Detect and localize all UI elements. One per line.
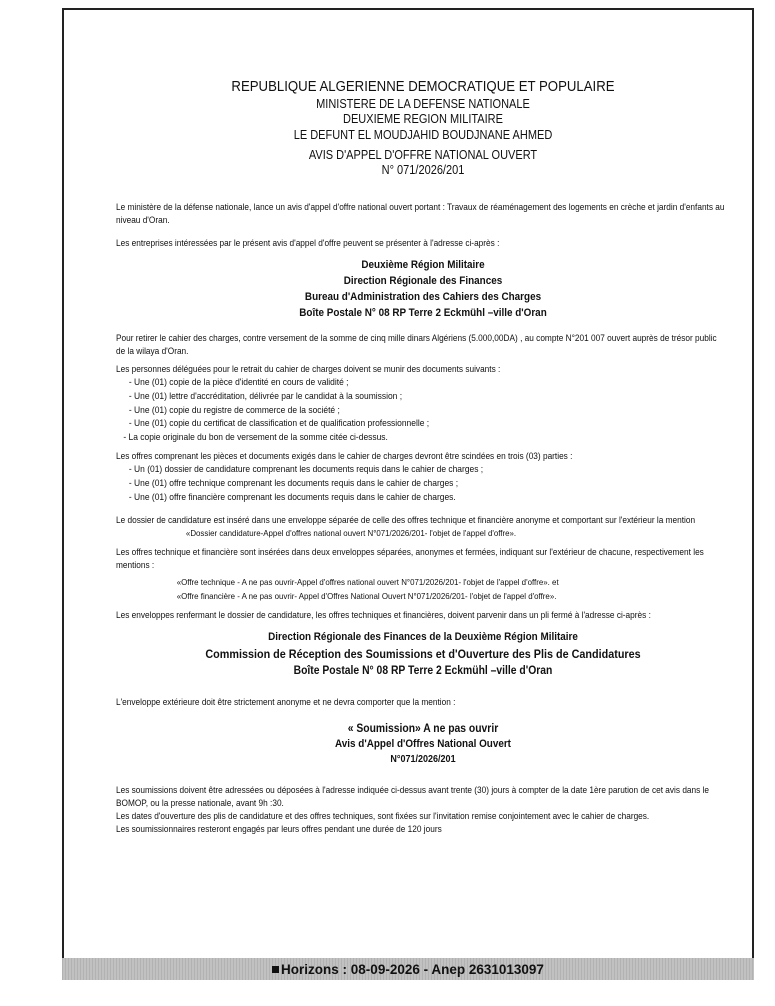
address-block-1 (147, 258, 700, 322)
notice-content (116, 78, 730, 836)
header-notice-title: AVIS D'APPEL D'OFFRE NATIONAL OUVERT (308, 147, 538, 162)
address2-line3: Boîte Postale N° 08 RP Terre 2 Eckmühl –ville d'Oran (293, 665, 553, 678)
notice-header (153, 78, 693, 179)
mention-technique: «Offre technique - A ne pas ouvrir-Appel d'offres national ouvert N°071/2026/201- l'objet de l'appel d'offre». et (176, 577, 559, 588)
list-item: - Une (01) copie du registre de commerce de la société ; (128, 404, 340, 415)
intro-paragraph: Le ministère de la défense nationale, lance un avis d'appel d'offre national ouvert portant : Travaux de réaménagement des logements en crèche et jardin d'enfants au niveau d'Oran. (116, 201, 725, 225)
offres-tech-paragraph: Les offres technique et financière sont insérées dans deux enveloppes séparées, anonymes et fermées, indiquant sur l'extérieur de chacune, respectivement les mentions : (116, 547, 704, 571)
header-name: LE DEFUNT EL MOUDJAHID BOUDJNANE AHMED (293, 128, 553, 142)
enveloppe-exterieure-paragraph: L'enveloppe extérieure doit être strictement anonyme et ne devra comporter que la mention : (116, 696, 456, 707)
address2-line2: Commission de Réception des Soumissions et d'Ouverture des Plis de Candidatures (205, 646, 641, 661)
list-item: - Une (01) offre technique comprenant les documents requis dans le cahier de charges ; (128, 477, 459, 488)
header-notice-number: N° 071/2026/201 (381, 163, 465, 178)
engages-paragraph: Les soumissionnaires resteront engagés par leurs offres pendant une durée de 120 jours (116, 824, 442, 835)
list-item: - Une (01) copie de la pièce d'identité en cours de validité ; (128, 376, 349, 387)
header-region: DEUXIEME REGION MILITAIRE (343, 112, 503, 127)
dossier-mention: «Dossier candidature-Appel d'offres national ouvert N°071/2026/201- l'objet de l'appel d'offre». (185, 528, 517, 539)
address1-line4: Boîte Postale N° 08 RP Terre 2 Eckmühl –ville d'Oran (299, 306, 547, 319)
address2-line1: Direction Régionale des Finances de la Deuxième Région Militaire (268, 630, 578, 643)
enveloppes-paragraph: Les enveloppes renfermant le dossier de candidature, les offres techniques et financières, doivent parvenir dans un pli fermé à l'adresse ci-après : (116, 609, 651, 620)
address1-line1: Deuxième Région Militaire (361, 259, 485, 272)
footer-bar (62, 958, 754, 980)
dossier-paragraph: Le dossier de candidature est inséré dans une enveloppe séparée de celle des offres technique et financière anonyme et comportant sur l'extérieur la mention (116, 515, 696, 526)
personnes-paragraph: Les personnes déléguées pour le retrait du cahier de charges doivent se munir des documents suivants : (116, 363, 501, 374)
notice-page (62, 8, 754, 980)
list-item: - Une (01) offre financière comprenant les documents requis dans le cahier de charges. (128, 491, 456, 502)
dates-paragraph: Les dates d'ouverture des plis de candidature et des offres techniques, sont fixées sur l'invitation remise conjointement avec le cahier de charges. (116, 811, 650, 822)
final-mention-block (147, 721, 700, 768)
header-republic: REPUBLIQUE ALGERIENNE DEMOCRATIQUE ET POPULAIRE (231, 78, 615, 95)
square-bullet-icon (272, 966, 279, 973)
list-item: - Un (01) dossier de candidature comprenant les documents requis dans le cahier de charges ; (128, 463, 484, 474)
entreprises-paragraph: Les entreprises intéressées par le présent avis d'appel d'offre peuvent se présenter à l'adresse ci-après : (116, 237, 500, 248)
list-item: - Une (01) copie du certificat de classification et de qualification professionnelle ; (128, 418, 430, 429)
offres-intro-paragraph: Les offres comprenant les pièces et documents exigés dans le cahier de charges devront être scindées en trois (03) parties : (116, 450, 573, 461)
address-block-2 (147, 630, 700, 680)
mention-financiere: «Offre financière - A ne pas ouvrir- Appel d'Offres National Ouvert N°071/2026/201- l'objet de l'appel d'offre». (176, 590, 557, 601)
address1-line3: Bureau d'Administration des Cahiers des Charges (304, 290, 542, 303)
documents-list (116, 376, 681, 445)
retrait-paragraph: Pour retirer le cahier des charges, contre versement de la somme de cinq mille dinars Algériens (5.000,00DA) , au compte N°201 007 ouvert auprès de trésor public de la wilaya d'Oran. (116, 332, 717, 356)
footer-text: Horizons : 08-09-2026 - Anep 2631013097 (281, 961, 544, 977)
address1-line2: Direction Régionale des Finances (343, 274, 503, 287)
final-mention-line1: « Soumission» A ne pas ouvrir (347, 722, 499, 735)
offres-parts-list (116, 463, 681, 504)
list-item: - La copie originale du bon de versement de la somme citée ci-dessus. (123, 432, 388, 443)
final-mention-line3: N°071/2026/201 (390, 754, 456, 766)
soumissions-paragraph: Les soumissions doivent être adressées ou déposées à l'adresse indiquée ci-dessus avant trente (30) jours à compter de la date 1ère parution de cet avis dans le BOMOP, ou la presse nationale, avant 9h :30. (116, 784, 710, 808)
list-item: - Une (01) lettre d'accréditation, délivrée par le candidat à la soumission ; (128, 390, 403, 401)
final-mention-line2: Avis d'Appel d'Offres National Ouvert (335, 738, 511, 751)
header-ministry: MINISTERE DE LA DEFENSE NATIONALE (316, 96, 530, 111)
